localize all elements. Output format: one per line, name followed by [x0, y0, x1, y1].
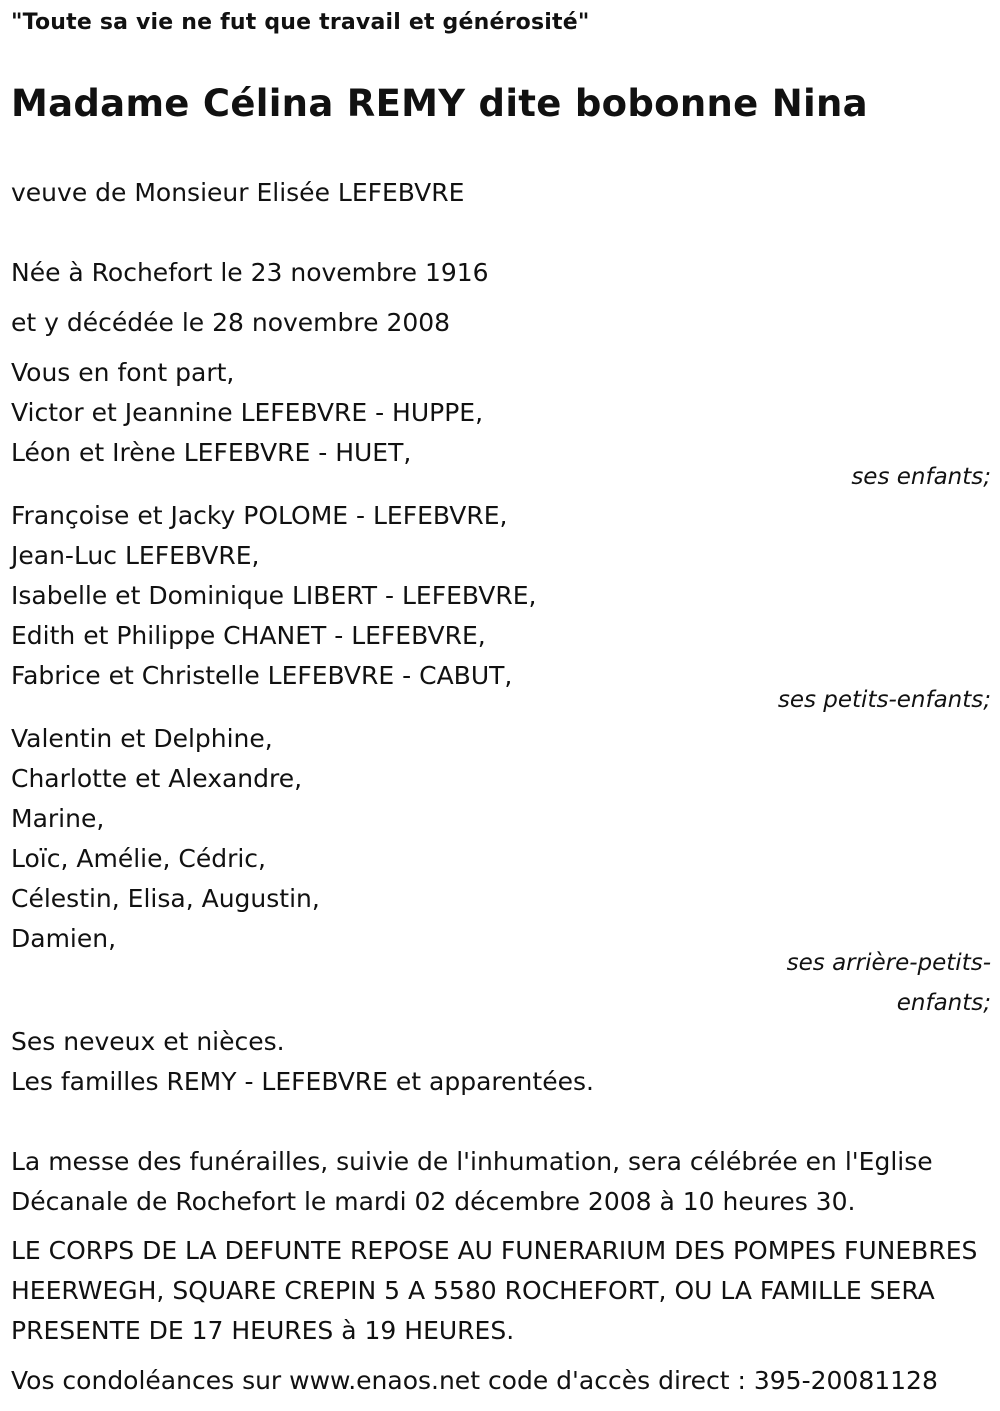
great-grandchildren-role: ses arrière-petits- — [786, 950, 991, 976]
grandchild-entry: Fabrice et Christelle LEFEBVRE - CABUT, — [11, 661, 513, 690]
grandchildren-role: ses petits-enfants; — [777, 687, 991, 713]
great-grandchild-entry: Valentin et Delphine, — [11, 724, 273, 753]
death-line: et y décédée le 28 novembre 2008 — [11, 308, 451, 337]
deceased-name: Madame Célina REMY dite bobonne Nina — [11, 82, 868, 125]
child-entry: Victor et Jeannine LEFEBVRE - HUPPE, — [11, 398, 484, 427]
great-grandchildren-role-cont: enfants; — [896, 990, 991, 1016]
grandchild-entry: Françoise et Jacky POLOME - LEFEBVRE, — [11, 501, 508, 530]
great-grandchild-entry: Célestin, Elisa, Augustin, — [11, 884, 320, 913]
grandchild-entry: Edith et Philippe CHANET - LEFEBVRE, — [11, 621, 486, 650]
birth-line: Née à Rochefort le 23 novembre 1916 — [11, 258, 489, 287]
children-role: ses enfants; — [851, 464, 991, 490]
child-entry: Léon et Irène LEFEBVRE - HUET, — [11, 438, 412, 467]
great-grandchild-entry: Loïc, Amélie, Cédric, — [11, 844, 266, 873]
epitaph-quote: "Toute sa vie ne fut que travail et générosité" — [11, 10, 590, 35]
great-grandchild-entry: Charlotte et Alexandre, — [11, 764, 303, 793]
grandchild-entry: Isabelle et Dominique LIBERT - LEFEBVRE, — [11, 581, 537, 610]
viewing-details: LE CORPS DE LA DEFUNTE REPOSE AU FUNERARIUM DES POMPES FUNEBRES HEERWEGH, SQUARE CREPIN 5 A 5580 ROCHEFORT, OU LA FAMILLE SERA PRESENTE DE 17 HEURES à 19 HEURES. — [11, 1236, 978, 1345]
intro-line: Vous en font part, — [11, 358, 235, 387]
great-grandchild-entry: Damien, — [11, 924, 117, 953]
grandchild-entry: Jean-Luc LEFEBVRE, — [11, 541, 260, 570]
others-entry: Les familles REMY - LEFEBVRE et apparentées. — [11, 1067, 594, 1096]
spouse-line: veuve de Monsieur Elisée LEFEBVRE — [11, 178, 465, 207]
others-entry: Ses neveux et nièces. — [11, 1027, 285, 1056]
great-grandchild-entry: Marine, — [11, 804, 105, 833]
condolences-line: Vos condoléances sur www.enaos.net code d'accès direct : 395-20081128 — [11, 1366, 938, 1395]
funeral-details: La messe des funérailles, suivie de l'inhumation, sera célébrée en l'Eglise Décanale de Rochefort le mardi 02 décembre 2008 à 10 heures 30. — [11, 1147, 933, 1216]
